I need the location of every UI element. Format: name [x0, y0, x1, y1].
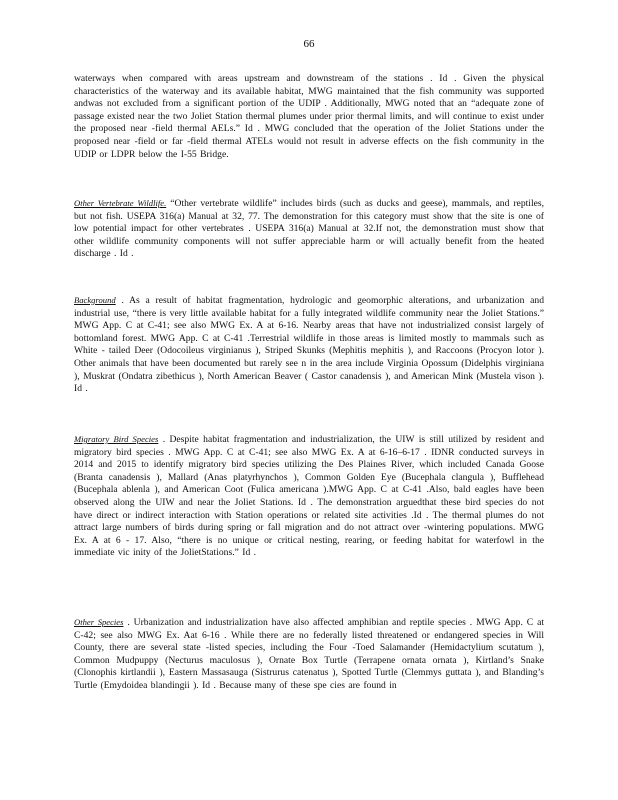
- page-number: 66: [303, 38, 315, 50]
- paragraph-text: “Other vertebrate wildlife” includes birds (such as ducks and geese), mammals, and reptiles, but not fish. USEPA 316(a) Manual at 32, 77. The demonstration for this category must show that the site is one of low potential impact for other vertebrates . USEPA 316(a) Manual at 32.If not, the demonstration must show that other wildlife community components will not suffer appreciable harm or will actually benefit from the heated discharge . Id .: [74, 198, 544, 260]
- paragraph-text: . Despite habitat fragmentation and industrialization, the UIW is still utilized by resident and migratory bird species . MWG App. C at C-41; see also MWG Ex. A at 6-16–6-17 . IDNR conducted surveys in 2014 and 2015 to identify migratory bird species utilizing the Des Plaines River, which included Canada Goose (Branta canadensis ), Mallard (Anas platyrhynchos ), Common Golden Eye (Bucephala clangula ), Bufflehead (Bucephala ablenla ), and American Coot (Fulica americana ).MWG App. C at C-41 .Also, bald eagles have been observed along the UIW and near the Joliet Stations. Id . The demonstration arguedthat these bird species do not have direct or indirect interaction with Station operations or related site activities .Id . The thermal plumes do not attract large numbers of birds during spring or fall migration and do not attract over -wintering populations. MWG Ex. A at 6 - 17. Also, “there is no unique or critical nesting, rearing, or feeding habitat for waterfowl in the immediate vic inity of the JolietStations.” Id .: [74, 434, 544, 559]
- paragraph-text: . As a result of habitat fragmentation, hydrologic and geomorphic alterations, and urbanization and industrial use, “there is very little available habitat for a fully integrated wildlife community near the Joliet Stations.” MWG App. C at C-41; see also MWG Ex. A at 6-16. Nearby areas that have not industrialized consist largely of bottomland forest. MWG App. C at C-41 .Terrestrial wildlife in those areas is limited mostly to mammals such as White - tailed Deer (Odocoileus virginianus ), Striped Skunks (Mephitis mephitis ), and Raccoons (Procyon lotor ). Other animals that have been documented but rarely see n in the area include Virginia Opossum (Didelphis virginiana ), Muskrat (Ondatra zibethicus ), North American Beaver ( Castor canadensis ), and American Mink (Mustela vison ). Id .: [74, 295, 544, 395]
- paragraph-background: [74, 294, 544, 396]
- paragraph-migratory-bird-species: [74, 433, 544, 560]
- section-heading: Other Species: [74, 617, 124, 627]
- paragraph-other-species: [74, 616, 544, 693]
- paragraph-text: waterways when compared with areas upstream and downstream of the stations . Id . Given the physical characteristics of the waterway and its available habitat, MWG maintained that the fish community was supported andwas not excluded from a significant portion of the UDIP . Additionally, MWG noted that an “adequate zone of passage existed near the two Joliet Station thermal plumes under prior thermal limits, and will continue to exist under the proposed near -field thermal AELs.” Id . MWG concluded that the operation of the Joliet Stations under the proposed near -field or far -field thermal ATELs would not result in adverse effects on the fish community in the UDIP or LDPR below the I-55 Bridge.: [74, 73, 544, 160]
- paragraph-text: . Urbanization and industrialization have also affected amphibian and reptile species . MWG App. C at C-42; see also MWG Ex. Aat 6-16 . While there are no federally listed threatened or endangered species in Will County, there are several state -listed species, including the Four -Toed Salamander (Hemidactylium scutatum ), Common Mudpuppy (Necturus maculosus ), Ornate Box Turtle (Terrapene ornata ornata ), Kirtland’s Snake (Clonophis kirtlandii ), Eastern Massasauga (Sistrurus catenatus ), Spotted Turtle (Clemmys guttata ), and Blanding’s Turtle (Emydoidea blandingii ). Id . Because many of these spe cies are found in: [74, 617, 544, 691]
- section-heading: Background: [74, 295, 116, 305]
- paragraph-other-vertebrate-wildlife: [74, 197, 544, 261]
- paragraph-fish-community: [74, 73, 544, 161]
- section-heading: Other Vertebrate Wildlife.: [74, 198, 167, 208]
- section-heading: Migratory Bird Species: [74, 434, 159, 444]
